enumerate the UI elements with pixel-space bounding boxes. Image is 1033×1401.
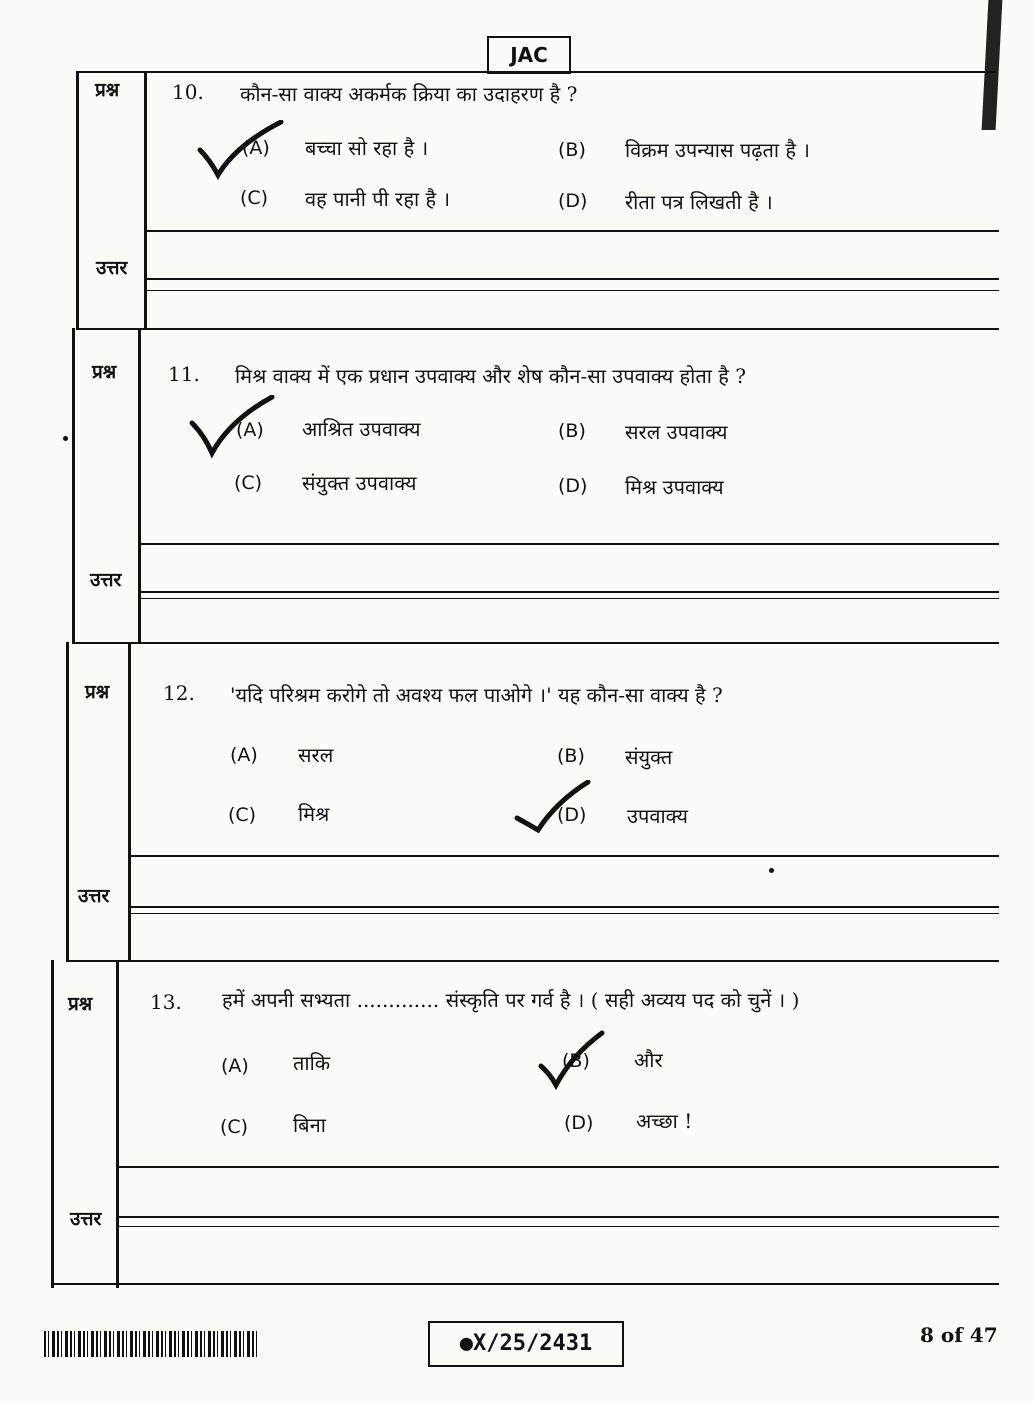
question-number: 10. bbox=[172, 80, 204, 104]
option-text: और bbox=[634, 1048, 663, 1072]
section-rule bbox=[128, 855, 999, 857]
column-divider bbox=[116, 960, 119, 1288]
question-label: प्रश्न bbox=[85, 681, 110, 703]
option-label: (B) bbox=[558, 420, 586, 442]
option-text: अच्छा ! bbox=[636, 1109, 693, 1133]
option-label: (A) bbox=[236, 419, 264, 441]
option-text: रीता पत्र लिखती है । bbox=[625, 190, 773, 214]
question-number: 13. bbox=[150, 990, 182, 1014]
option-text: सरल उपवाक्य bbox=[625, 420, 728, 444]
question-text: कौन-सा वाक्य अकर्मक क्रिया का उदाहरण है ? bbox=[240, 82, 578, 106]
bottom-rule bbox=[51, 1283, 999, 1285]
option-label: (A) bbox=[230, 744, 258, 766]
option-label: (C) bbox=[220, 1116, 249, 1138]
check-mark-icon bbox=[196, 120, 286, 185]
option-text: विक्रम उपन्यास पढ़ता है । bbox=[625, 138, 810, 162]
answer-label: उत्तर bbox=[70, 1208, 102, 1230]
question-number: 12. bbox=[163, 681, 195, 705]
top-rule bbox=[76, 71, 996, 73]
option-label: (A) bbox=[221, 1055, 249, 1077]
option-label: (D) bbox=[558, 475, 588, 497]
option-label: (B) bbox=[557, 745, 585, 767]
section-rule bbox=[76, 328, 999, 330]
answer-line bbox=[138, 598, 999, 599]
page-number: 8 of 47 bbox=[920, 1323, 998, 1347]
option-text: संयुक्त bbox=[625, 745, 673, 769]
section-rule bbox=[66, 960, 999, 962]
option-text: आश्रित उपवाक्य bbox=[302, 417, 421, 441]
answer-label: उत्तर bbox=[78, 885, 110, 907]
answer-line bbox=[128, 906, 999, 908]
option-text: मिश्र उपवाक्य bbox=[625, 475, 724, 499]
option-label: (A) bbox=[242, 137, 270, 159]
scan-edge-mark bbox=[982, 0, 1003, 130]
question-text: 'यदि परिश्रम करोगे तो अवश्य फल पाओगे ।' यह कौन-सा वाक्य है ? bbox=[230, 683, 723, 707]
option-text: उपवाक्य bbox=[627, 804, 688, 828]
section-rule bbox=[144, 230, 999, 232]
left-border bbox=[72, 328, 75, 644]
option-label: (D) bbox=[557, 804, 587, 826]
option-label: (B) bbox=[562, 1050, 590, 1072]
header-code: JAC bbox=[487, 36, 571, 74]
answer-label: उत्तर bbox=[90, 569, 122, 591]
option-text: ताकि bbox=[293, 1051, 331, 1075]
section-rule bbox=[138, 543, 999, 545]
barcode bbox=[44, 1331, 258, 1357]
answer-line bbox=[144, 290, 999, 291]
option-text: सरल bbox=[298, 743, 334, 767]
column-divider bbox=[144, 72, 147, 330]
option-label: (D) bbox=[564, 1112, 594, 1134]
option-label: (C) bbox=[234, 472, 263, 494]
question-text: हमें अपनी सभ्यता ............. संस्कृति पर गर्व है । ( सही अव्यय पद को चुनें । ) bbox=[222, 988, 800, 1012]
left-border bbox=[76, 72, 79, 330]
option-text: बच्चा सो रहा है । bbox=[305, 136, 429, 160]
option-text: वह पानी पी रहा है । bbox=[305, 187, 451, 211]
left-border bbox=[51, 960, 54, 1288]
check-mark-icon bbox=[538, 1030, 608, 1090]
answer-line bbox=[116, 1216, 999, 1218]
option-label: (B) bbox=[558, 139, 586, 161]
speck bbox=[63, 436, 68, 441]
option-label: (C) bbox=[240, 187, 269, 209]
answer-line bbox=[144, 278, 999, 280]
question-label: प्रश्न bbox=[92, 361, 117, 383]
question-number: 11. bbox=[168, 362, 200, 386]
question-label: प्रश्न bbox=[95, 79, 120, 101]
question-text: मिश्र वाक्य में एक प्रधान उपवाक्य और शेष कौन-सा उपवाक्य होता है ? bbox=[235, 364, 746, 388]
column-divider bbox=[138, 328, 141, 644]
speck bbox=[769, 868, 774, 873]
option-label: (C) bbox=[228, 804, 257, 826]
answer-line bbox=[116, 1226, 999, 1227]
section-rule bbox=[116, 1166, 999, 1168]
check-mark-icon bbox=[514, 780, 594, 835]
question-label: प्रश्न bbox=[68, 993, 93, 1015]
answer-line bbox=[128, 913, 999, 914]
answer-line bbox=[138, 591, 999, 593]
section-rule bbox=[72, 642, 999, 644]
option-text: मिश्र bbox=[298, 802, 330, 826]
left-border bbox=[66, 642, 69, 962]
paper-code: ●X/25/2431 bbox=[428, 1321, 624, 1367]
answer-label: उत्तर bbox=[96, 257, 128, 279]
column-divider bbox=[128, 642, 131, 962]
option-label: (D) bbox=[558, 190, 588, 212]
option-text: संयुक्त उपवाक्य bbox=[302, 471, 417, 495]
option-text: बिना bbox=[293, 1113, 326, 1137]
check-mark-icon bbox=[188, 395, 278, 460]
